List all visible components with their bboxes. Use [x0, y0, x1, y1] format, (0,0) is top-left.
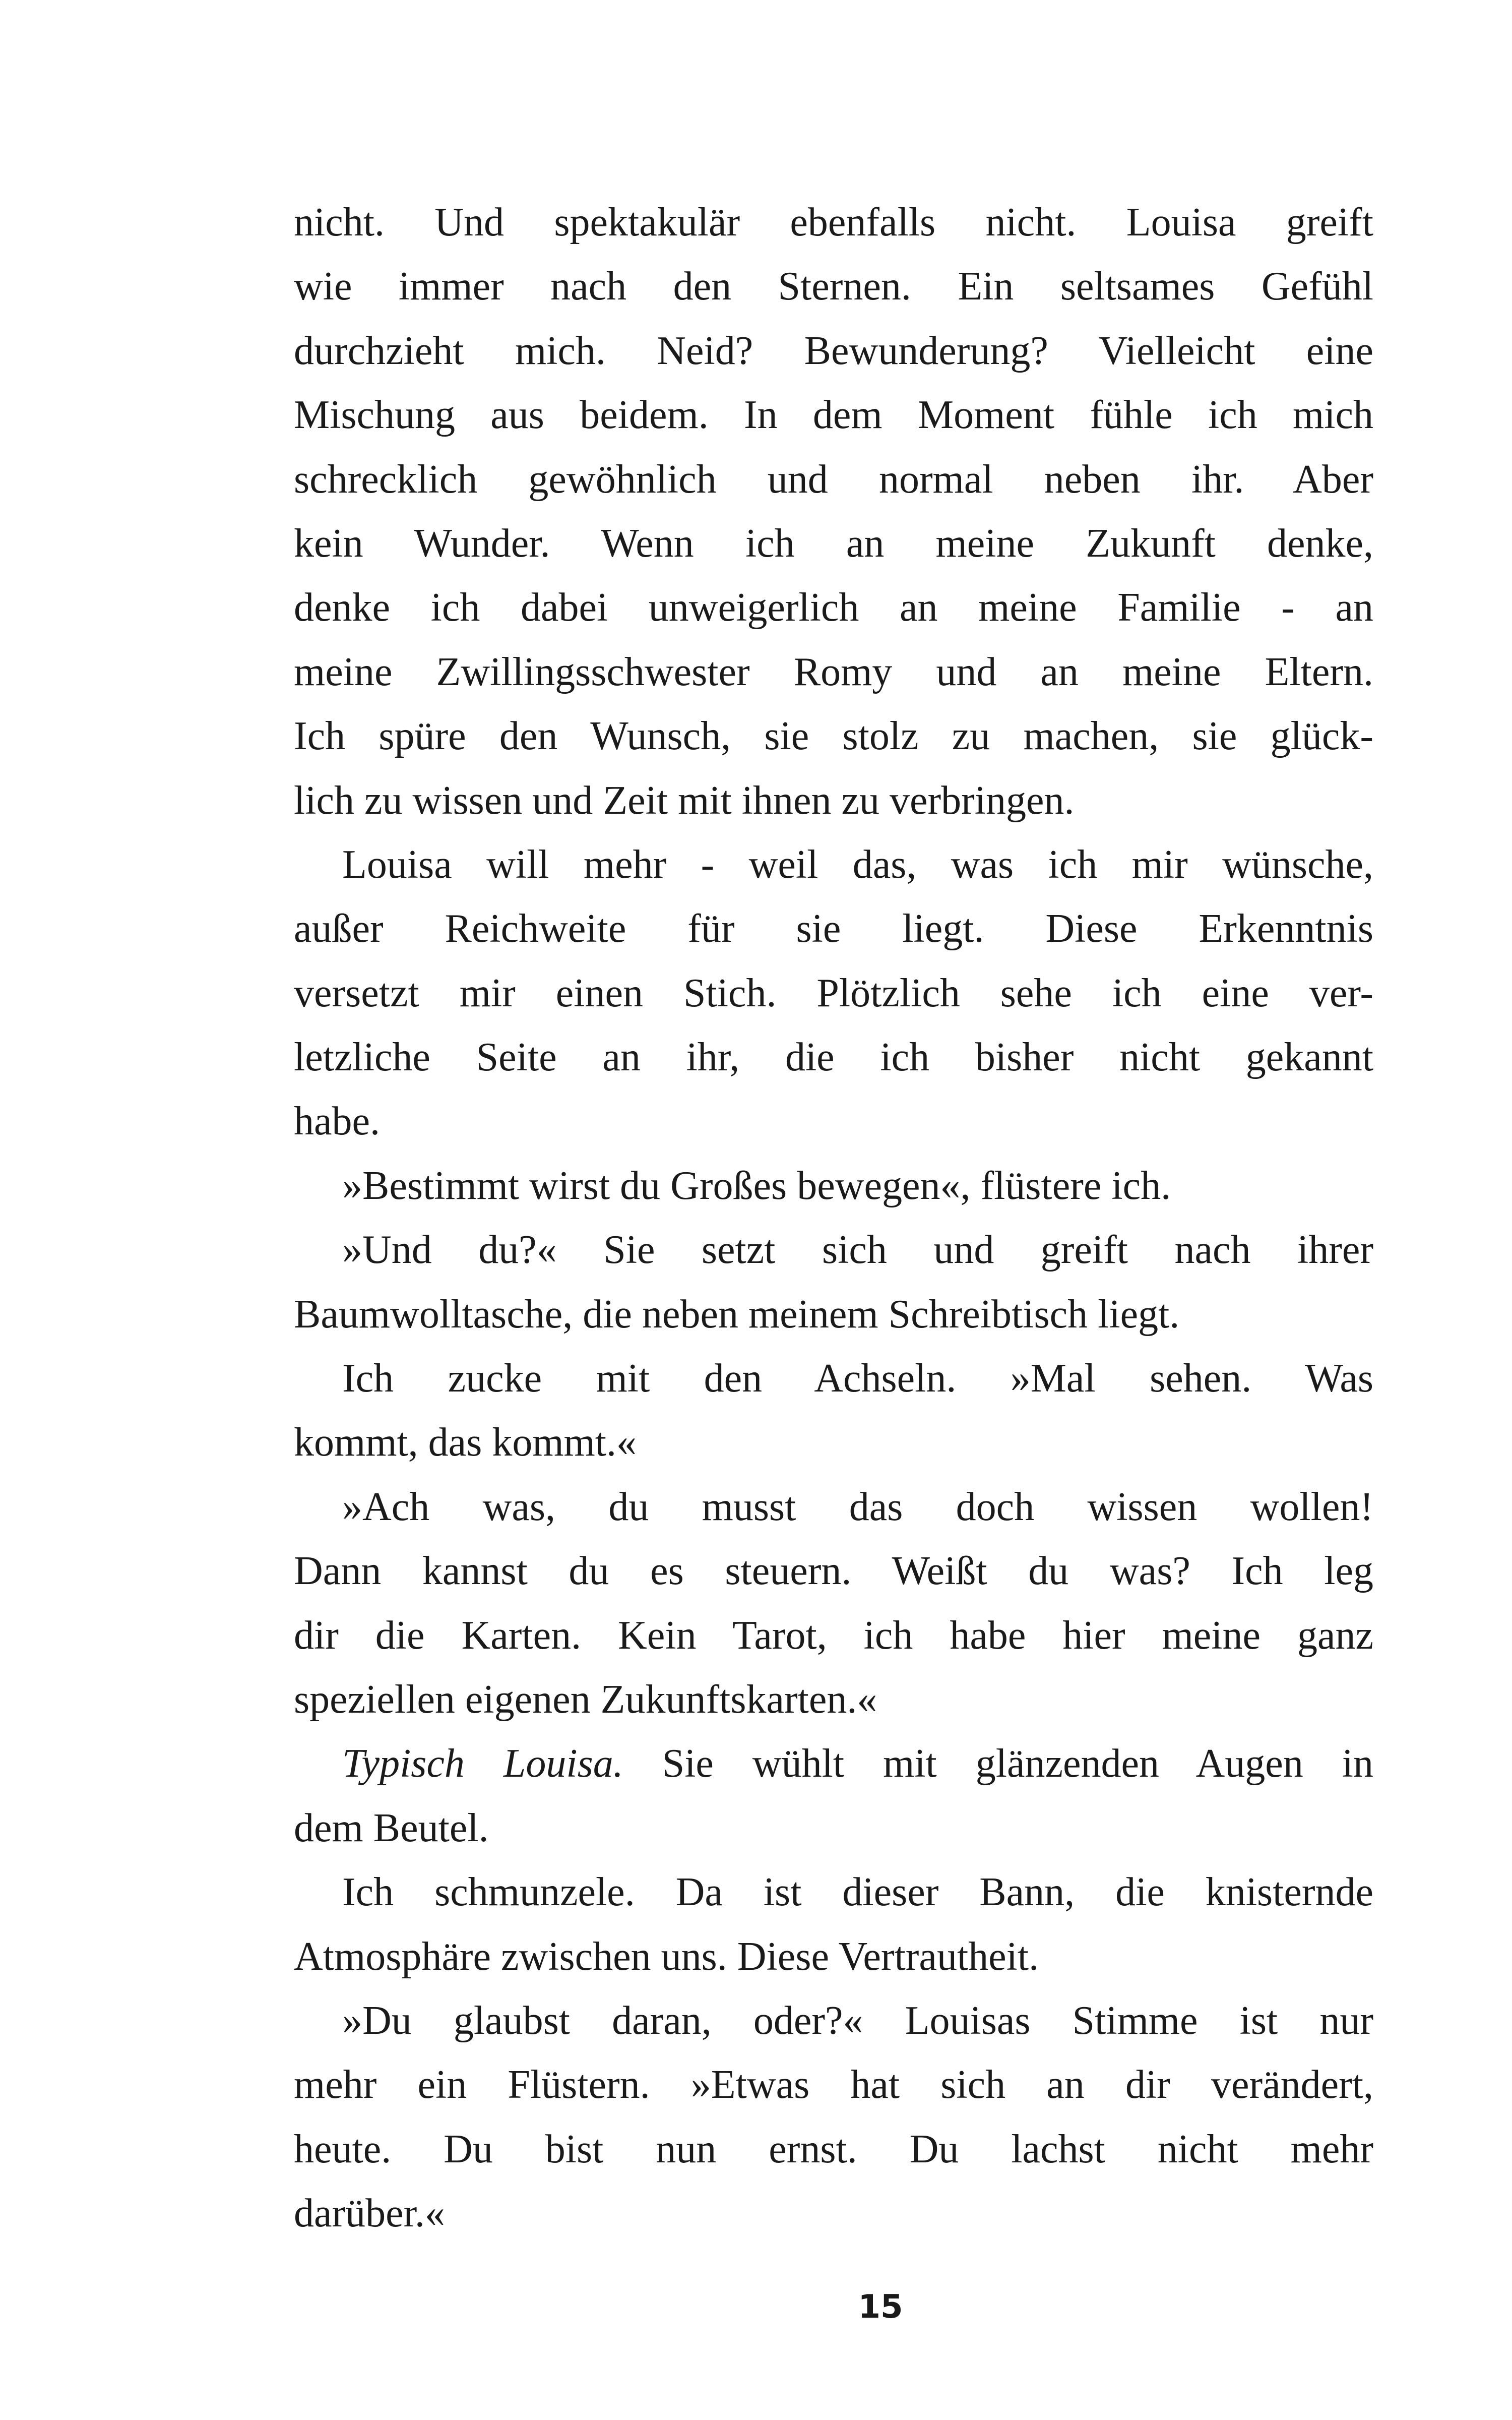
- text-run: Sie wühlt mit glänzenden Augen in: [623, 1741, 1374, 1786]
- body-text: [294, 191, 1373, 2246]
- text-line: dem Beutel.: [294, 1805, 489, 1850]
- text-line: Louisa will mehr - weil das, was ich mir wünsche,: [342, 842, 1373, 887]
- text-line: nicht. Und spektakulär ebenfalls nicht. Louisa greift: [294, 200, 1373, 245]
- text-line: Atmosphäre zwischen uns. Diese Vertrautheit.: [294, 1934, 1039, 1979]
- paragraph: [294, 1475, 1373, 1732]
- text-line: Dann kannst du es steuern. Weißt du was? Ich leg: [294, 1549, 1373, 1594]
- text-line: Ich schmunzele. Da ist dieser Bann, die knisternde: [342, 1870, 1373, 1915]
- text-line: dir die Karten. Kein Tarot, ich habe hier meine ganz: [294, 1613, 1373, 1658]
- text-line: »Ach was, du musst das doch wissen wollen!: [342, 1484, 1373, 1529]
- text-line: durchzieht mich. Neid? Bewunderung? Vielleicht eine: [294, 328, 1373, 373]
- text-line: mehr ein Flüstern. »Etwas hat sich an dir verändert,: [294, 2063, 1373, 2107]
- text-line: »Bestimmt wirst du Großes bewegen«, flüstere ich.: [342, 1163, 1171, 1208]
- text-line: außer Reichweite für sie liegt. Diese Erkenntnis: [294, 906, 1373, 951]
- text-line: denke ich dabei unweigerlich an meine Familie - an: [294, 585, 1373, 630]
- italic-phrase: Typisch Louisa.: [342, 1741, 623, 1786]
- text-line: schrecklich gewöhnlich und normal neben ihr. Aber: [294, 457, 1373, 502]
- text-line: kommt, das kommt.«: [294, 1420, 637, 1465]
- paragraph: [294, 1218, 1373, 1347]
- text-line: Mischung aus beidem. In dem Moment fühle ich mich: [294, 393, 1373, 438]
- text-line: Ich spüre den Wunsch, sie stolz zu machen, sie glück-: [294, 714, 1373, 759]
- paragraph: [294, 1860, 1373, 1989]
- text-line: versetzt mir einen Stich. Plötzlich sehe ich eine ver-: [294, 971, 1373, 1015]
- text-line: [294, 1732, 1373, 1796]
- text-line: »Du glaubst daran, oder?« Louisas Stimme ist nur: [342, 1998, 1373, 2043]
- text-line: kein Wunder. Wenn ich an meine Zukunft denke,: [294, 521, 1373, 566]
- text-line: speziellen eigenen Zukunftskarten.«: [294, 1677, 877, 1722]
- text-line: Baumwolltasche, die neben meinem Schreibtisch liegt.: [294, 1292, 1180, 1337]
- text-line: habe.: [294, 1099, 381, 1144]
- text-line: lich zu wissen und Zeit mit ihnen zu verbringen.: [294, 778, 1075, 823]
- paragraph: [294, 833, 1373, 1154]
- text-line: wie immer nach den Sternen. Ein seltsames Gefühl: [294, 264, 1373, 309]
- text-line: letzliche Seite an ihr, die ich bisher nicht gekannt: [294, 1035, 1373, 1080]
- paragraph: [294, 1347, 1373, 1475]
- paragraph: [294, 1989, 1373, 2246]
- text-line: meine Zwillingsschwester Romy und an meine Eltern.: [294, 649, 1373, 694]
- page-number: 15: [858, 2288, 903, 2326]
- paragraph: [294, 1732, 1373, 1860]
- paragraph: [294, 1154, 1373, 1218]
- text-line: »Und du?« Sie setzt sich und greift nach ihrer: [342, 1228, 1373, 1273]
- text-line: Ich zucke mit den Achseln. »Mal sehen. Was: [342, 1356, 1373, 1401]
- paragraph: [294, 191, 1373, 833]
- text-line: darüber.«: [294, 2191, 445, 2236]
- text-line: heute. Du bist nun ernst. Du lachst nicht mehr: [294, 2127, 1373, 2171]
